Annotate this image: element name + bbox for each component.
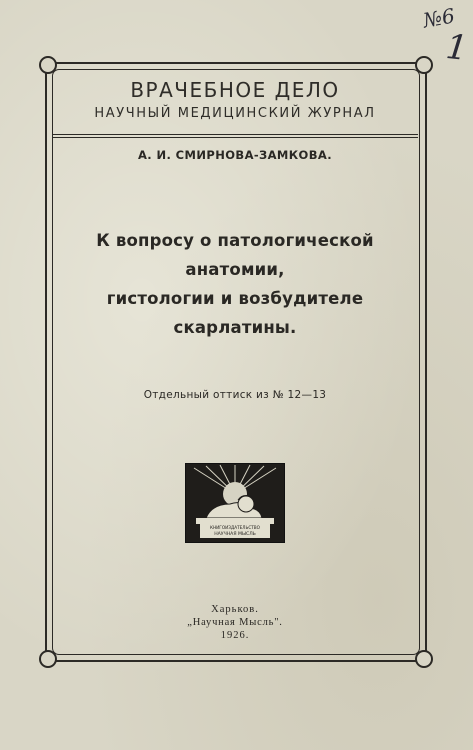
reprint-note: Отдельный оттиск из № 12—13 — [143, 389, 327, 401]
imprint-year: 1926. — [220, 630, 250, 641]
divider-line — [52, 134, 418, 135]
divider-line — [52, 137, 418, 138]
author-name: А. И. СМИРНОВА-ЗАМКОВА. — [138, 148, 332, 162]
frame-corner-ornament — [415, 56, 433, 74]
lion-sun-emblem-icon — [186, 464, 284, 542]
article-title-line-1: К вопросу о патологической анатомии, — [96, 231, 374, 279]
imprint-city: Харьков. — [211, 604, 259, 615]
publisher-emblem — [185, 463, 285, 543]
article-title — [52, 226, 418, 342]
emblem-text-line-2: НАУЧНАЯ МЫСЛЬ — [214, 532, 256, 537]
frame-corner-ornament — [415, 650, 433, 668]
article-title-line-2: гистологии и возбудителе скарлатины. — [106, 289, 364, 337]
emblem-text-line-1: КНИГОИЗДАТЕЛЬСТВО — [210, 525, 260, 530]
imprint-publisher: „Научная Мысль". — [187, 617, 283, 628]
frame-corner-ornament — [39, 650, 57, 668]
handwritten-mark: №6 — [421, 3, 457, 33]
handwritten-number: 1 — [443, 26, 470, 70]
frame-corner-ornament — [39, 56, 57, 74]
journal-title: ВРАЧЕБНОЕ ДЕЛО — [130, 78, 340, 102]
journal-subtitle: НАУЧНЫЙ МЕДИЦИНСКИЙ ЖУРНАЛ — [94, 106, 376, 121]
